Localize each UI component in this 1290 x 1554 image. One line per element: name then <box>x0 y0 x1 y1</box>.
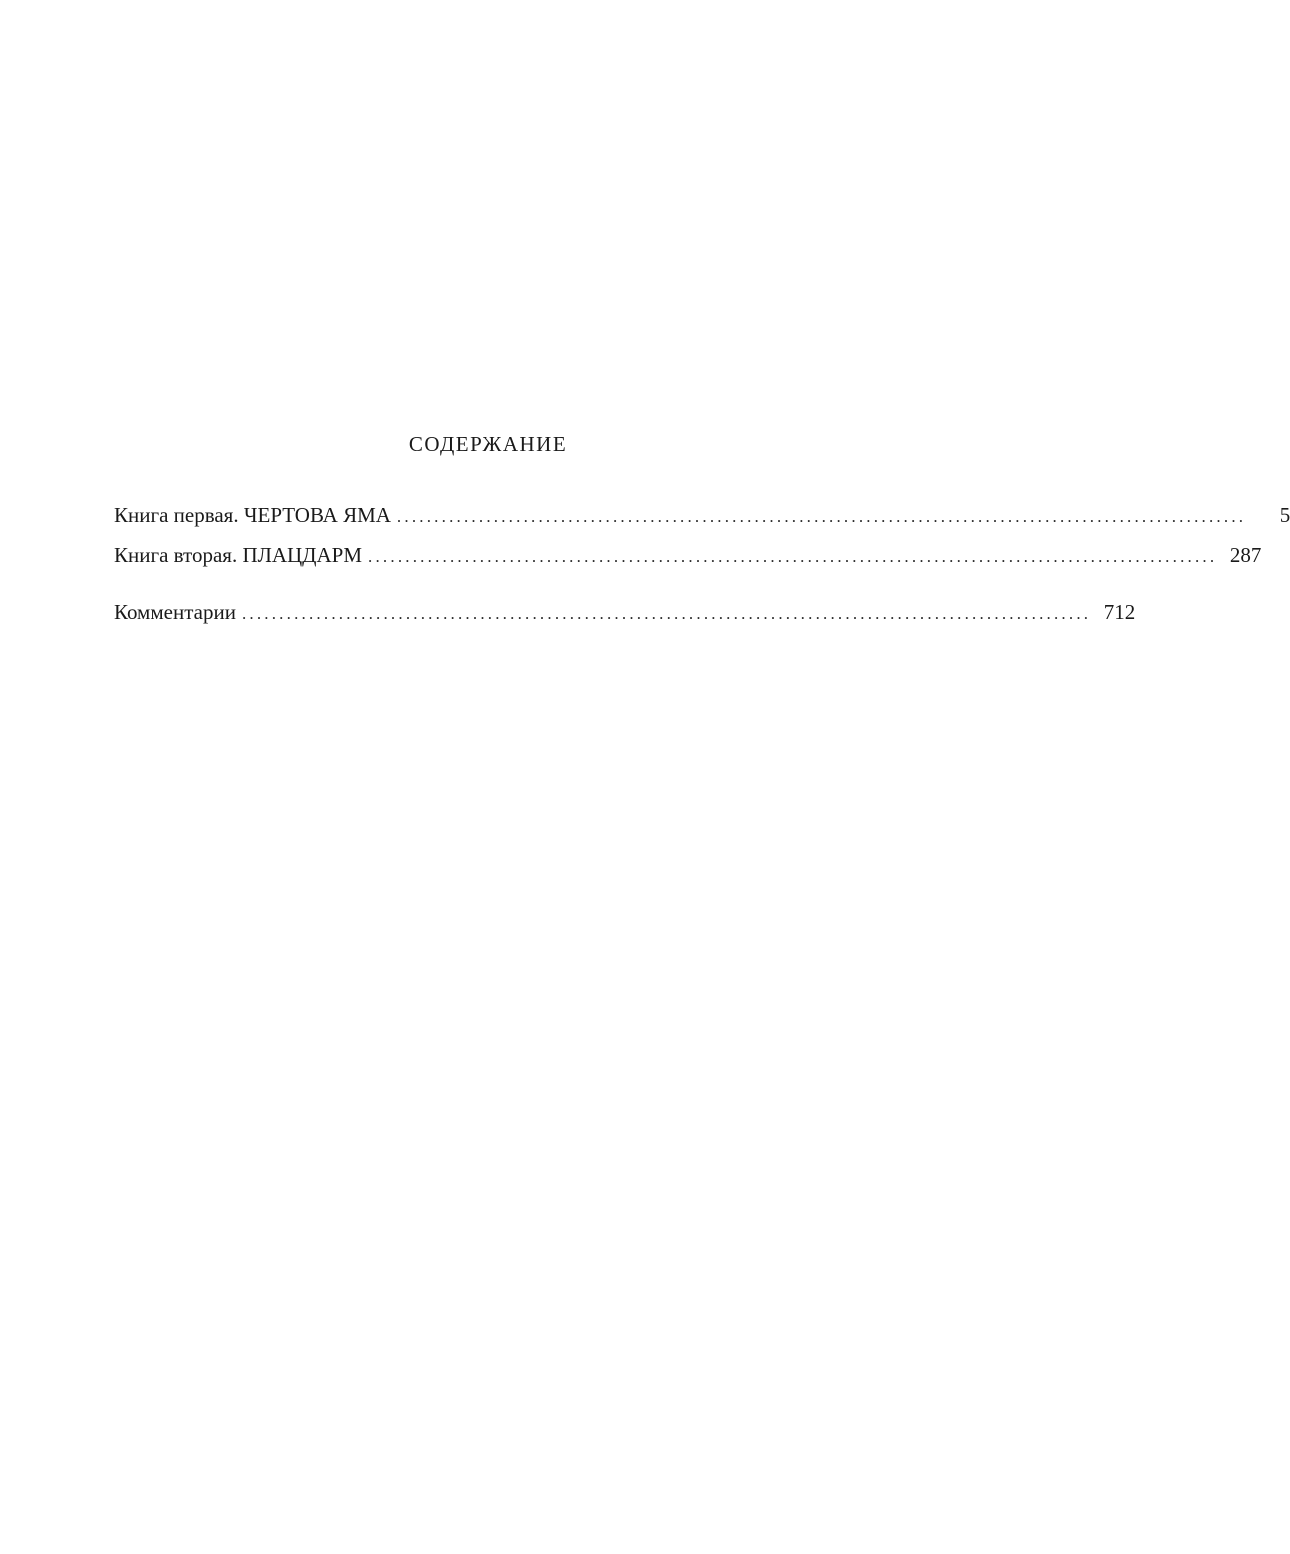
toc-entry-comments <box>114 597 1136 627</box>
toc-entry-page-number: 712 <box>1103 600 1136 624</box>
table-of-contents <box>114 500 1290 627</box>
toc-entry-book-two <box>114 540 1262 570</box>
toc-entry-label: Комментарии <box>114 600 236 624</box>
toc-entry-book-one <box>114 500 1290 530</box>
toc-entry-label: Книга первая. ЧЕРТОВА ЯМА <box>114 503 391 527</box>
dot-leader: .................................................................................................................. <box>396 507 1247 526</box>
dot-leader: .................................................................................................................. <box>241 604 1092 623</box>
toc-entry-label: Книга вторая. ПЛАЦДАРМ <box>114 543 363 567</box>
toc-entry-page-number: 5 <box>1279 503 1290 527</box>
dot-leader: .................................................................................................................. <box>368 547 1218 566</box>
toc-entry-page-number: 287 <box>1229 543 1262 567</box>
toc-heading: СОДЕРЖАНИЕ <box>408 432 568 456</box>
